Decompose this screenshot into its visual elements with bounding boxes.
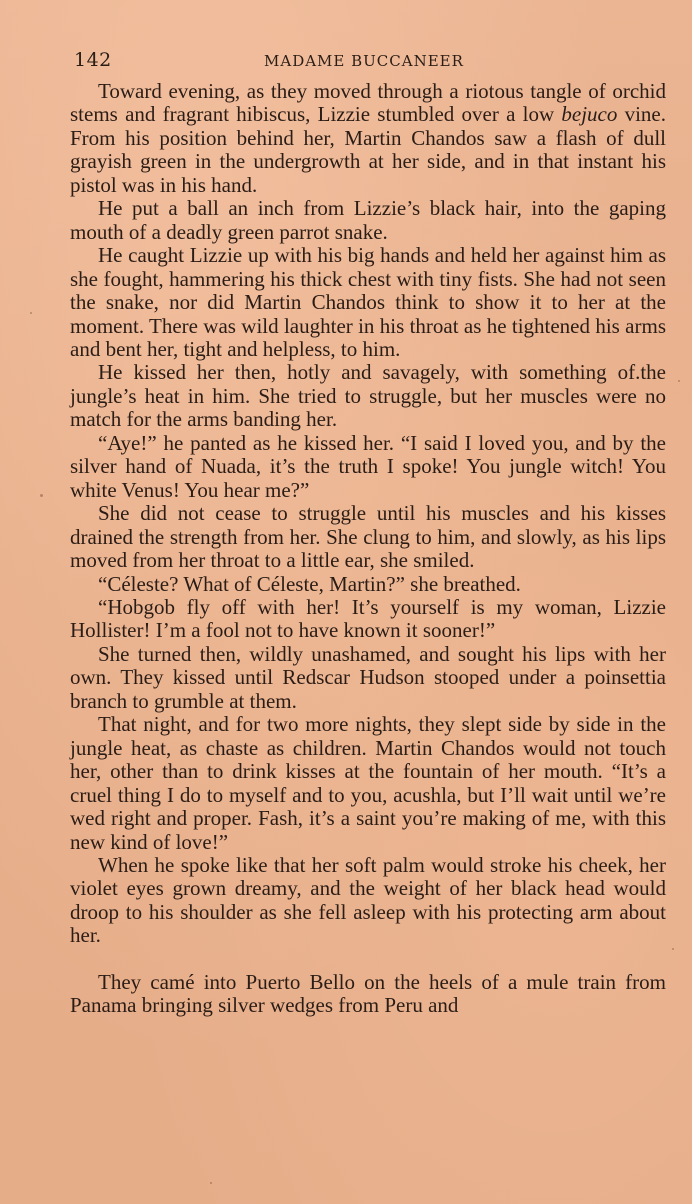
italic-word: bejuco [561,102,618,127]
paragraph: She did not cease to struggle until his muscles and his kisses drained the strength from her. She clung to him, and slowly, as his lips moved from her throat to a little ear, she smiled. [70,501,666,573]
running-head: MADAME BUCCANEER [264,52,464,70]
paragraph-text: Toward evening, as they moved through a riotous tangle of orchid stems and fragrant hibiscus, Lizzie stumbled over a low [70,79,666,127]
paragraph: They camé into Puerto Bello on the heels of a mule train from Panama bringing silver wedges from Peru and [70,969,666,1018]
paragraph: He put a ball an inch from Lizzie’s black hair, into the gaping mouth of a deadly green parrot snake. [70,196,666,244]
paper-speck [672,948,674,950]
page-header [74,48,654,72]
paragraph: When he spoke like that her soft palm would stroke his cheek, her violet eyes grown dreamy, and the weight of her black head would droop to his shoulder as she fell asleep with his protecting arm about her. [70,852,666,948]
paragraph: He caught Lizzie up with his big hands and held her against him as she fought, hammering his thick chest with tiny fists. She had not seen the snake, nor did Martin Chandos think to show it to her at the moment. There was wild laughter in his throat as he tightened his arms and bent her, tight and helpless, to him. [70,243,666,361]
section-break [60,948,666,971]
body-text [60,80,666,1018]
paragraph: He kissed her then, hotly and savagely, with something of.the jungle’s heat in him. She tried to struggle, but her muscles were no match for the arms banding her. [70,360,666,432]
paragraph: “Aye!” he panted as he kissed her. “I said I loved you, and by the silver hand of Nuada, it’s the truth I spoke! You jungle witch! You white Venus! You hear me?” [70,430,666,502]
paragraph-text: vine. From his position behind her, Martin Chandos saw a flash of dull grayish green in the undergrowth at her side, and in that instant his pistol was in his hand. [70,102,666,197]
paper-speck [40,494,43,497]
paper-speck [210,1182,212,1184]
paragraph: “Hobgob fly off with her! It’s yourself is my woman, Lizzie Hollister! I’m a fool not to have known it sooner!” [70,594,666,643]
paper-speck [678,380,680,382]
paragraph [60,80,666,197]
paragraph: “Céleste? What of Céleste, Martin?” she breathed. [98,571,521,596]
paragraph: That night, and for two more nights, they slept side by side in the jungle heat, as chaste as children. Martin Chandos would not touch her, other than to drink kisses at the fountain of her mouth. “It’s a cruel thing I do to myself and to you, acushla, but I’ll wait until we’re wed right and proper. Fash, it’s a saint you’re making of me, with this new kind of love!” [70,712,666,854]
paragraph: She turned then, wildly unashamed, and sought his lips with her own. They kissed until Redscar Hudson stooped under a poinsettia branch to grumble at them. [70,641,666,713]
page-number: 142 [74,49,112,71]
paper-speck [30,312,32,314]
